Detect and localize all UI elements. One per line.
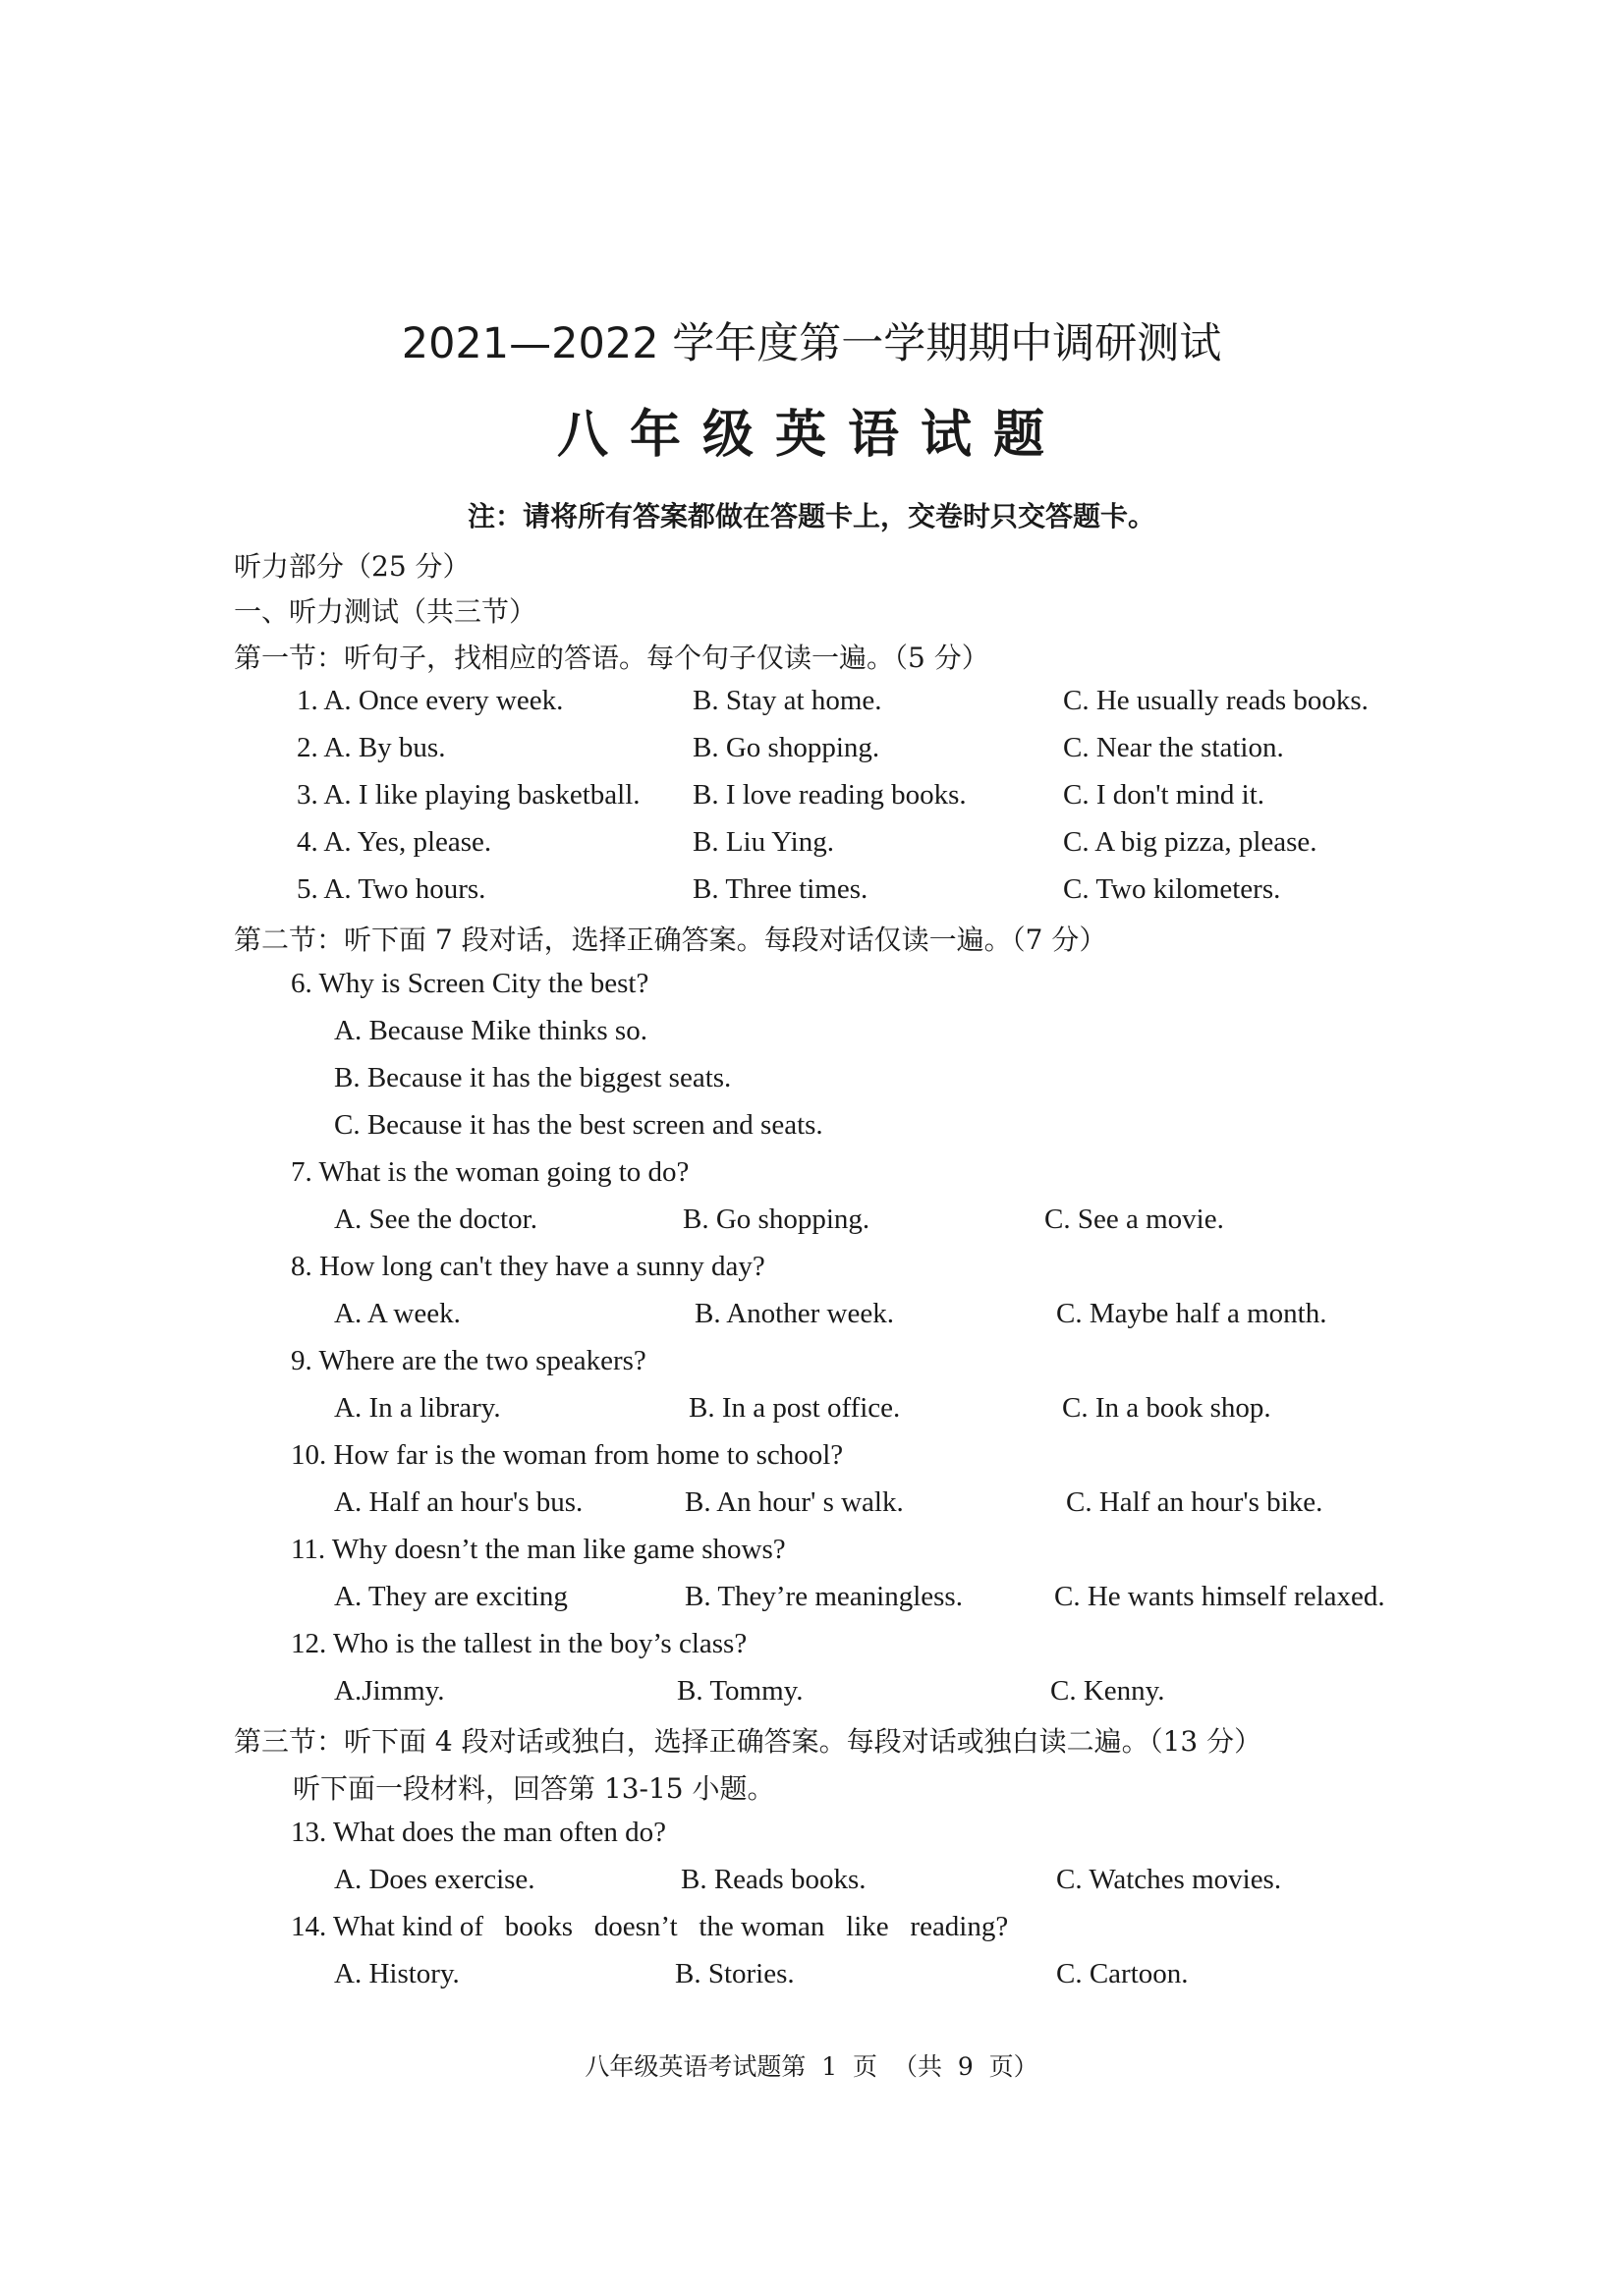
q2-option-a: 2. A. By bus. <box>297 732 446 763</box>
q2-option-c: C. Near the station. <box>1063 732 1284 763</box>
q12-option-a: A.Jimmy. <box>334 1675 445 1707</box>
q14-option-c: C. Cartoon. <box>1056 1958 1189 1989</box>
q11-option-a: A. They are exciting <box>334 1581 568 1612</box>
q12-option-b: B. Tommy. <box>677 1675 804 1707</box>
q13-option-a: A. Does exercise. <box>334 1864 535 1895</box>
q11-option-b: B. They’re meaningless. <box>685 1581 963 1612</box>
q5-option-c: C. Two kilometers. <box>1063 873 1281 905</box>
q14-option-b: B. Stories. <box>675 1958 795 1989</box>
q3-option-c: C. I don't mind it. <box>1063 779 1265 811</box>
q2-option-b: B. Go shopping. <box>693 732 880 763</box>
listening-section-title: 一、听力测试（共三节） <box>234 595 537 628</box>
q11-question: 11. Why doesn’t the man like game shows? <box>291 1534 786 1565</box>
exam-title: 2021—2022 学年度第一学期期中调研测试 <box>401 319 1222 368</box>
q1-option-c: C. He usually reads books. <box>1063 685 1369 716</box>
q4-option-b: B. Liu Ying. <box>693 826 834 858</box>
q8-question: 8. How long can't they have a sunny day? <box>291 1251 765 1282</box>
q5-option-b: B. Three times. <box>693 873 868 905</box>
q6-option-b: B. Because it has the biggest seats. <box>334 1062 732 1093</box>
q10-question: 10. How far is the woman from home to school? <box>291 1439 844 1471</box>
q10-option-c: C. Half an hour's bike. <box>1066 1486 1323 1518</box>
q9-option-a: A. In a library. <box>334 1392 501 1424</box>
section3-intro: 听下面一段材料，回答第 13-15 小题。 <box>293 1772 775 1805</box>
q3-option-b: B. I love reading books. <box>693 779 967 811</box>
exam-subtitle: 八年级英语试题 <box>556 405 1066 465</box>
q14-question: 14. What kind of books doesn’t the woman like reading? <box>291 1911 1009 1942</box>
q6-question: 6. Why is Screen City the best? <box>291 968 649 999</box>
q11-option-c: C. He wants himself relaxed. <box>1054 1581 1385 1612</box>
exam-note: 注：请将所有答案都做在答题卡上，交卷时只交答题卡。 <box>467 500 1155 532</box>
q10-option-b: B. An hour' s walk. <box>685 1486 904 1518</box>
q9-question: 9. Where are the two speakers? <box>291 1345 646 1376</box>
q8-option-b: B. Another week. <box>695 1298 894 1329</box>
q5-option-a: 5. A. Two hours. <box>297 873 486 905</box>
q6-option-a: A. Because Mike thinks so. <box>334 1015 647 1046</box>
q9-option-b: B. In a post office. <box>689 1392 901 1424</box>
q9-option-c: C. In a book shop. <box>1062 1392 1271 1424</box>
section3-title: 第三节：听下面 4 段对话或独白，选择正确答案。每段对话或独白读二遍。（13 分） <box>234 1725 1262 1758</box>
section1-title: 第一节：听句子，找相应的答语。每个句子仅读一遍。（5 分） <box>234 642 989 674</box>
q13-question: 13. What does the man often do? <box>291 1817 666 1848</box>
q4-option-a: 4. A. Yes, please. <box>297 826 492 858</box>
q1-option-a: 1. A. Once every week. <box>297 685 564 716</box>
q13-option-c: C. Watches movies. <box>1056 1864 1282 1895</box>
q6-option-c: C. Because it has the best screen and seats. <box>334 1109 823 1141</box>
q7-option-c: C. See a movie. <box>1044 1204 1224 1235</box>
q10-option-a: A. Half an hour's bus. <box>334 1486 584 1518</box>
q14-option-a: A. History. <box>334 1958 460 1989</box>
q4-option-c: C. A big pizza, please. <box>1063 826 1317 858</box>
page-footer: 八年级英语考试题第 1 页 （共 9 页） <box>585 2052 1038 2081</box>
q7-question: 7. What is the woman going to do? <box>291 1156 690 1188</box>
q12-question: 12. Who is the tallest in the boy’s class? <box>291 1628 748 1659</box>
listening-part-title: 听力部分（25 分） <box>234 550 471 583</box>
section2-title: 第二节：听下面 7 段对话，选择正确答案。每段对话仅读一遍。（7 分） <box>234 924 1107 956</box>
q3-option-a: 3. A. I like playing basketball. <box>297 779 641 811</box>
q12-option-c: C. Kenny. <box>1050 1675 1165 1707</box>
q8-option-c: C. Maybe half a month. <box>1056 1298 1327 1329</box>
q7-option-b: B. Go shopping. <box>683 1204 870 1235</box>
q13-option-b: B. Reads books. <box>681 1864 867 1895</box>
q7-option-a: A. See the doctor. <box>334 1204 537 1235</box>
q8-option-a: A. A week. <box>334 1298 461 1329</box>
q1-option-b: B. Stay at home. <box>693 685 882 716</box>
